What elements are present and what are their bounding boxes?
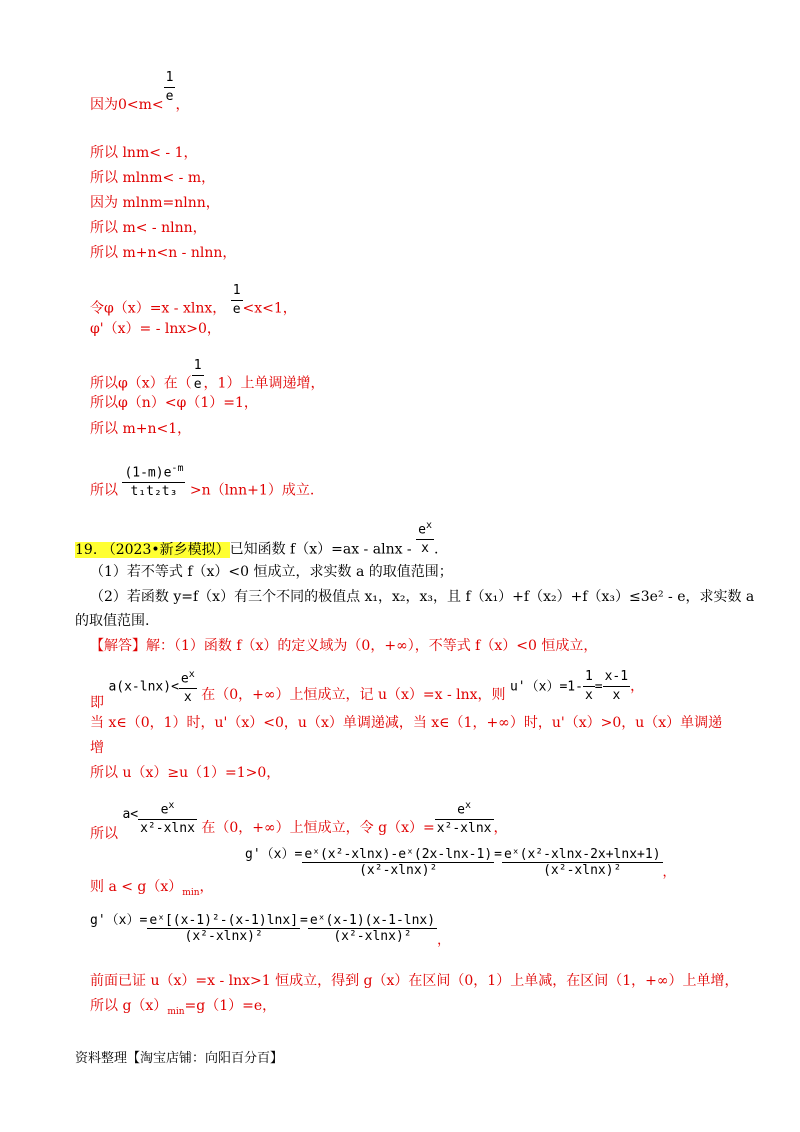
g-prime-equation-2: g'（x）= $\frac{\text{eˣ[(x-1)²-(x-1)lnx]}}{\text{(x²-xlnx)²}}$ = $\frac{\text{eˣ(x-1)(x-1-lnx)}}{\text{(x²-xlnx)²}}$ ， <box>90 913 451 948</box>
line-4: 因为 mlnm=nlnn， <box>90 195 220 211</box>
ex-over-x: $\frac{e^x}{x}$ <box>179 666 197 707</box>
solution-line-8: 所以 $g(x)_{min}=g(1)=e$， <box>90 998 277 1017</box>
fraction-1-over-e: $\frac{1}{e}$ <box>165 69 174 104</box>
question-1: （1）若不等式 f（x）<0 恒成立，求实数 a 的取值范围； <box>90 564 453 580</box>
line-1: 因为0<m< $\frac{1}{e}$ ， <box>90 69 190 113</box>
fraction-1-over-e-3: $\frac{1}{e}$ <box>193 358 202 392</box>
line-2: 所以 lnm< - 1， <box>90 145 198 161</box>
solution-line-7: 前面已证 u（x）=x - lnx>1 恒成立，得到 g（x）在区间（0，1）上单减，在区间（1，+∞）上单增， <box>90 973 739 989</box>
problem-19-header: 19. （2023•新乡模拟）已知函数 f（x）=ax - alnx - $\frac{e^x}{x}$ . <box>75 529 438 570</box>
line-6: 所以 m+n<n - nlnn， <box>90 245 237 261</box>
problem-stem: 已知函数 f（x）=ax - alnx - <box>229 541 412 558</box>
g-definition-fraction: $\frac{e^x}{\text{x²-xlnx}}$ <box>435 797 494 838</box>
fraction-1-minus-m: $\frac{(1-m)e^{-m}}{\text{t₁t₂t₃}}$ <box>122 460 185 501</box>
question-2-line-2: 的取值范围. <box>75 613 150 629</box>
solution-line-6: 则 $a < g(x)_{min}$， <box>90 879 214 898</box>
line-8: φ'（x）= - lnx>0， <box>90 321 221 337</box>
line-11: 所以 m+n<1， <box>90 421 192 437</box>
problem-number: 19. （2023•新乡模拟） <box>75 541 230 558</box>
one-over-x: $\frac{1}{x}$ <box>584 669 593 704</box>
question-2-line-1: （2）若函数 y=f（x）有三个不同的极值点 x₁，x₂，x₃，且 f（x₁）+f（x₂）+f（x₃）≤3e² - e，求实数 a <box>90 589 755 605</box>
solution-line-5: 所以 a< $\frac{e^x}{\text{x²-xlnx}}$ 在（0，+∞）上恒成立，令 g（x）= $\frac{e^x}{\text{x²-xlnx}}$ ， <box>90 797 508 838</box>
solution-line-3: 当 x∈（0，1）时，u'（x）<0，u（x）单调递减，当 x∈（1，+∞）时，u'（x）>0，u（x）单调递 <box>90 715 723 731</box>
solution-line-2: 即 a(x-lnx)< $\frac{e^x}{x}$ 在（0，+∞）上恒成立，记 u（x）=x - lnx，则 u'（x）=1- $\frac{1}{x}$ = $\frac{x-1}{x}$ ， <box>90 666 644 707</box>
solution-line-3b: 增 <box>90 740 104 756</box>
line-3: 所以 mlnm< - m， <box>90 170 216 186</box>
ex-over-x2-xlnx: $\frac{e^x}{\text{x²-xlnx}}$ <box>138 797 197 838</box>
line-1-text: 因为0<m< <box>90 97 164 113</box>
line-10: 所以φ（n）<φ（1）=1， <box>90 395 258 411</box>
solution-line-4: 所以 u（x）≥u（1）=1>0， <box>90 765 281 781</box>
line-9: 所以φ（x）在（ $\frac{1}{e}$ ，1）上单调递增， <box>90 358 325 392</box>
line-12: 所以 $\frac{(1-m)e^{-m}}{\text{t₁t₂t₃}}$ >n（lnn+1）成立. <box>90 470 314 511</box>
solution-line-1: 【解答】解：（1）函数 f（x）的定义域为（0，+∞），不等式 f（x）<0 恒成立， <box>90 638 598 654</box>
line-5: 所以 m< - nlnn， <box>90 220 207 236</box>
g-prime-equation-1: g'（x）= $\frac{\text{eˣ(x²-xlnx)-eˣ(2x-lnx-1)}}{\text{(x²-xlnx)²}}$ = $\frac{\text{eˣ(x²-xlnx-2x+lnx+1)}}{\text{(x²-xlnx)²}}$ ， <box>245 847 676 880</box>
page-footer: 资料整理【淘宝店铺：向阳百分百】 <box>75 1051 284 1066</box>
stem-fraction: $\frac{e^x}{x}$ <box>416 517 434 558</box>
fraction-1-over-e-2: $\frac{1}{e}$ <box>232 283 241 317</box>
x-minus-1-over-x: $\frac{x-1}{x}$ <box>604 669 629 704</box>
line-7: 令φ（x）=x - xlnx， $\frac{1}{e}$ <x<1， <box>90 283 297 317</box>
